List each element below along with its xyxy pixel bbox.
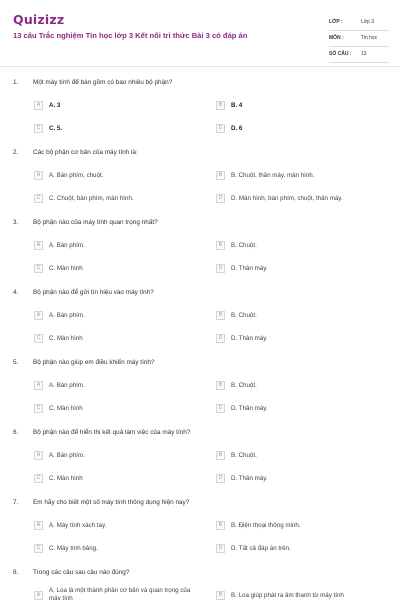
option-text: A. 3: [49, 101, 61, 109]
option-letter-box: C: [34, 194, 43, 203]
option-letter-box: D: [216, 544, 225, 553]
answer-option-a[interactable]: [34, 309, 85, 321]
meta-value: Tin học: [361, 35, 378, 41]
answer-option-b[interactable]: [216, 239, 257, 251]
answer-option-c[interactable]: [34, 402, 83, 414]
option-text: D. Thân máy.: [231, 264, 268, 272]
option-letter-box: B: [216, 381, 225, 390]
answer-option-c[interactable]: [34, 332, 83, 344]
option-letter-box: D: [216, 264, 225, 273]
option-letter-box: A: [34, 591, 43, 600]
answer-option-c[interactable]: [34, 122, 62, 134]
answer-option-d[interactable]: [216, 542, 291, 554]
option-text: C. Màn hình: [49, 474, 83, 482]
answer-option-a[interactable]: [34, 449, 85, 461]
option-letter-box: D: [216, 474, 225, 483]
option-text: D. Màn hình, bàn phím, chuột, thân máy.: [231, 194, 343, 202]
answer-option-a[interactable]: [34, 519, 106, 531]
answer-option-a[interactable]: [34, 379, 85, 391]
header: [0, 0, 400, 62]
option-text: C. Màn hình: [49, 264, 83, 272]
question-text: Bộ phận nào giúp em điều khiển máy tính?: [33, 359, 155, 366]
option-letter-box: A: [34, 521, 43, 530]
question-text: Bộ phận nào của máy tính quan trọng nhất?: [33, 219, 158, 226]
question-text: Bộ phận nào để hiển thị kết quả làm việc của máy tính?: [33, 429, 191, 436]
question-item: [0, 499, 400, 569]
meta-divider: [329, 30, 389, 31]
option-text: B. Chuột.: [231, 381, 257, 389]
option-letter-box: A: [34, 241, 43, 250]
answer-option-a[interactable]: [34, 239, 85, 251]
page-title: 13 câu Trắc nghiệm Tin học lớp 3 Kết nối tri thức Bài 3 có đáp án: [13, 31, 248, 40]
question-number: 6.: [13, 429, 19, 436]
option-text: A. Bàn phím.: [49, 451, 85, 459]
question-text: Trong các câu sau câu nào đúng?: [33, 569, 130, 576]
meta-divider: [329, 46, 389, 47]
option-letter-box: C: [34, 334, 43, 343]
option-letter-box: A: [34, 311, 43, 320]
option-text: D. Tất cả đáp án trên.: [231, 544, 291, 552]
option-text: D. Thân máy.: [231, 404, 268, 412]
option-text: B. Loa giúp phát ra âm thanh từ máy tính: [231, 591, 344, 599]
question-item: [0, 429, 400, 499]
quizizz-logo[interactable]: Quizizz: [13, 12, 65, 27]
option-text: C. 5.: [49, 124, 63, 132]
question-item: [0, 289, 400, 359]
answer-option-c[interactable]: [34, 192, 134, 204]
option-text: A. Bàn phím.: [49, 311, 85, 319]
option-text: B. Chuột.: [231, 311, 257, 319]
question-list: [0, 79, 400, 600]
option-letter-box: B: [216, 171, 225, 180]
answer-option-d[interactable]: [216, 332, 268, 344]
option-letter-box: C: [34, 264, 43, 273]
question-number: 7.: [13, 499, 19, 506]
question-item: [0, 359, 400, 429]
option-text: B. Chuột.: [231, 241, 257, 249]
option-letter-box: C: [34, 474, 43, 483]
meta-row-subject: [329, 30, 389, 46]
answer-option-b[interactable]: [216, 449, 257, 461]
meta-label: SỐ CÂU :: [329, 51, 352, 57]
answer-option-c[interactable]: [34, 472, 83, 484]
option-letter-box: D: [216, 404, 225, 413]
option-text: C. Chuột, bàn phím, màn hình.: [49, 194, 134, 202]
meta-info: [329, 14, 389, 62]
answer-option-d[interactable]: [216, 402, 268, 414]
meta-row-grade: [329, 14, 389, 30]
option-text: A. Bàn phím.: [49, 381, 85, 389]
answer-option-a[interactable]: [34, 99, 60, 111]
question-item: [0, 79, 400, 149]
meta-value: Lớp 3: [361, 19, 375, 25]
question-number: 8.: [13, 569, 19, 576]
option-letter-box: A: [34, 101, 43, 110]
option-text: B. Chuột, thân máy, màn hình.: [231, 171, 315, 179]
option-letter-box: D: [216, 334, 225, 343]
option-text: C. Màn hình: [49, 334, 83, 342]
option-letter-box: B: [216, 451, 225, 460]
option-letter-box: B: [216, 241, 225, 250]
option-letter-box: C: [34, 404, 43, 413]
option-letter-box: B: [216, 521, 225, 530]
answer-option-b[interactable]: [216, 519, 300, 531]
answer-option-d[interactable]: [216, 122, 242, 134]
answer-option-b[interactable]: [216, 99, 242, 111]
option-text: A. Bàn phím, chuột.: [49, 171, 104, 179]
question-item: [0, 219, 400, 289]
option-text: A. Máy tính xách tay.: [49, 521, 107, 529]
answer-option-c[interactable]: [34, 542, 98, 554]
option-text: B. Chuột.: [231, 451, 257, 459]
question-number: 2.: [13, 149, 19, 156]
option-letter-box: D: [216, 194, 225, 203]
meta-label: MÔN :: [329, 35, 344, 41]
question-text: Em hãy cho biết một số máy tính thông dụng hiện nay?: [33, 499, 190, 506]
answer-option-b[interactable]: [216, 589, 344, 600]
question-text: Một máy tính để bàn gồm có bao nhiêu bộ phận?: [33, 79, 173, 86]
answer-option-c[interactable]: [34, 262, 83, 274]
meta-value: 13: [361, 51, 367, 57]
meta-label: LỚP :: [329, 19, 343, 25]
option-letter-box: B: [216, 101, 225, 110]
option-text: C. Máy tính bảng.: [49, 544, 98, 552]
answer-option-d[interactable]: [216, 472, 268, 484]
option-text: C. Màn hình: [49, 404, 83, 412]
question-number: 3.: [13, 219, 19, 226]
option-text: B. Điện thoại thông minh.: [231, 521, 301, 529]
option-text: B. 4: [231, 101, 243, 109]
option-text: A. Loa là một thành phần cơ bản và quan trọng của máy tính: [49, 587, 191, 600]
option-letter-box: A: [34, 171, 43, 180]
question-text: Các bộ phận cơ bản của máy tính là:: [33, 149, 138, 156]
option-text: D. Thân máy.: [231, 334, 268, 342]
option-text: D. 6: [231, 124, 243, 132]
question-number: 5.: [13, 359, 19, 366]
option-letter-box: B: [216, 311, 225, 320]
question-item: [0, 149, 400, 219]
meta-row-count: [329, 46, 389, 62]
answer-option-b[interactable]: [216, 169, 314, 181]
meta-divider: [329, 62, 389, 63]
option-letter-box: C: [34, 124, 43, 133]
option-letter-box: A: [34, 381, 43, 390]
question-item: [0, 569, 400, 600]
option-letter-box: D: [216, 124, 225, 133]
option-letter-box: B: [216, 591, 225, 600]
answer-option-d[interactable]: [216, 262, 268, 274]
answer-option-a[interactable]: [34, 589, 199, 600]
question-number: 1.: [13, 79, 19, 86]
header-divider: [0, 66, 400, 67]
option-text: A. Bàn phím.: [49, 241, 85, 249]
option-letter-box: C: [34, 544, 43, 553]
answer-option-b[interactable]: [216, 309, 257, 321]
answer-option-b[interactable]: [216, 379, 257, 391]
question-number: 4.: [13, 289, 19, 296]
answer-option-d[interactable]: [216, 192, 343, 204]
question-text: Bộ phận nào để gửi tín hiệu vào máy tính?: [33, 289, 154, 296]
option-text: D. Thân máy.: [231, 474, 268, 482]
answer-option-a[interactable]: [34, 169, 103, 181]
option-letter-box: A: [34, 451, 43, 460]
